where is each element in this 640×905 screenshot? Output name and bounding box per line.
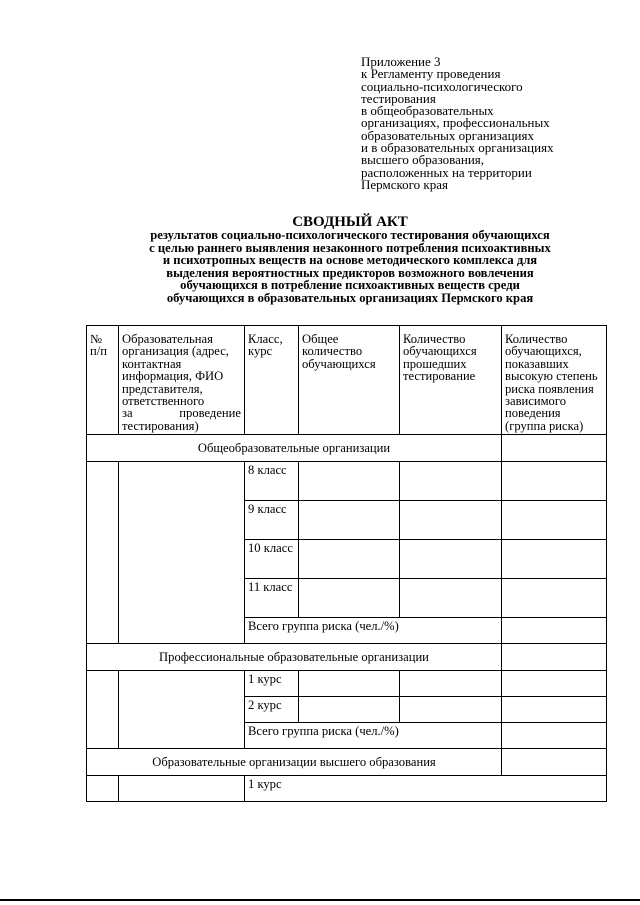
table-cell [299, 697, 400, 723]
appendix-line: высшего образования, [361, 152, 485, 168]
table-header-row [87, 326, 607, 435]
summary-table [86, 325, 607, 802]
subtitle-line: обучающихся в образовательных организациях Пермского края [166, 290, 534, 305]
section-row [87, 749, 607, 776]
appendix-line: к Регламенту проведения [361, 66, 501, 82]
subtitle-line: с целью раннего выявления незаконного потребления психоактивных [149, 240, 551, 255]
appendix-line: Приложение 3 [361, 54, 441, 69]
section-row [87, 435, 607, 462]
table-cell [400, 540, 502, 579]
table-row [87, 671, 607, 697]
document-title: СВОДНЫЙ АКТ [292, 214, 408, 230]
course-label: 2 курс [245, 697, 299, 723]
table-cell [502, 749, 607, 776]
col-risk-header: Количество обучающихся, показавших высокую степень риска появления зависимого поведения (группа риска) [502, 326, 607, 435]
table-cell [502, 618, 607, 644]
table-cell [400, 671, 502, 697]
org-header-text: тестирования) [122, 418, 199, 433]
table-cell [87, 462, 119, 644]
section-row [87, 644, 607, 671]
appendix-line: и в образовательных организациях [361, 140, 554, 156]
subtitle-line: выделения вероятностных предикторов возможного вовлечения [166, 265, 534, 280]
table-cell [400, 462, 502, 501]
table-cell [502, 540, 607, 579]
table-cell [502, 579, 607, 618]
col-organization-header [119, 326, 245, 435]
table-cell [400, 697, 502, 723]
table-cell [299, 579, 400, 618]
col-number-header: № п/п [87, 326, 119, 435]
table-cell [502, 671, 607, 697]
appendix-line: социально-психологического [361, 78, 523, 94]
section-general-title: Общеобразовательные организации [87, 435, 502, 462]
subtitle-line: и психотропных веществ на основе методического комплекса для [162, 253, 538, 268]
grade-label: 11 класс [245, 579, 299, 618]
grade-label: 8 класс [245, 462, 299, 501]
appendix-line: Пермского края [361, 176, 448, 192]
table-cell [87, 671, 119, 749]
table-cell [502, 644, 607, 671]
table-cell [502, 723, 607, 749]
table-row [87, 462, 607, 501]
table-cell [119, 776, 245, 802]
appendix-line: образовательных организациях [361, 127, 534, 143]
subtitle-line: результатов социально-психологического тестирования обучающихся [150, 228, 550, 242]
col-total-header: Общее количество обучающихся [299, 326, 400, 435]
table-cell [400, 501, 502, 540]
table-cell [502, 435, 607, 462]
col-grade-header: Класс, курс [245, 326, 299, 435]
appendix-line: в общеобразовательных [361, 103, 494, 119]
page-bottom-rule [0, 899, 640, 901]
table-cell [299, 501, 400, 540]
appendix-line: расположенных на территории [361, 164, 532, 180]
col-tested-header: Количество обучающихся прошедших тестирование [400, 326, 502, 435]
table-cell [502, 501, 607, 540]
document-subtitle [60, 229, 640, 305]
table-cell [299, 671, 400, 697]
table-cell [119, 671, 245, 749]
table-cell [299, 462, 400, 501]
table-cell [119, 462, 245, 644]
section-higher-title: Образовательные организации высшего образования [87, 749, 502, 776]
appendix-line: тестирования [361, 90, 436, 106]
org-header-text: за проведение [122, 406, 241, 421]
grade-label: 9 класс [245, 501, 299, 540]
section-prof-title: Профессиональные образовательные организации [87, 644, 502, 671]
org-header-text: Образовательная организация (адрес, контактная информация, ФИО представителя, ответственного [122, 332, 229, 409]
total-risk-label: Всего группа риска (чел./%) [245, 618, 502, 644]
appendix-line: организациях, профессиональных [361, 115, 550, 131]
table-cell [299, 540, 400, 579]
table-cell [502, 697, 607, 723]
table-cell [400, 579, 502, 618]
appendix-block [361, 56, 621, 191]
table-cell [502, 462, 607, 501]
total-risk-label: Всего группа риска (чел./%) [245, 723, 502, 749]
course-label: 1 курс [245, 671, 299, 697]
table-row [87, 776, 607, 802]
grade-label: 10 класс [245, 540, 299, 579]
subtitle-line: обучающихся в потребление психоактивных веществ среди [180, 278, 520, 293]
table-cell [87, 776, 119, 802]
course-label: 1 курс [245, 776, 607, 802]
